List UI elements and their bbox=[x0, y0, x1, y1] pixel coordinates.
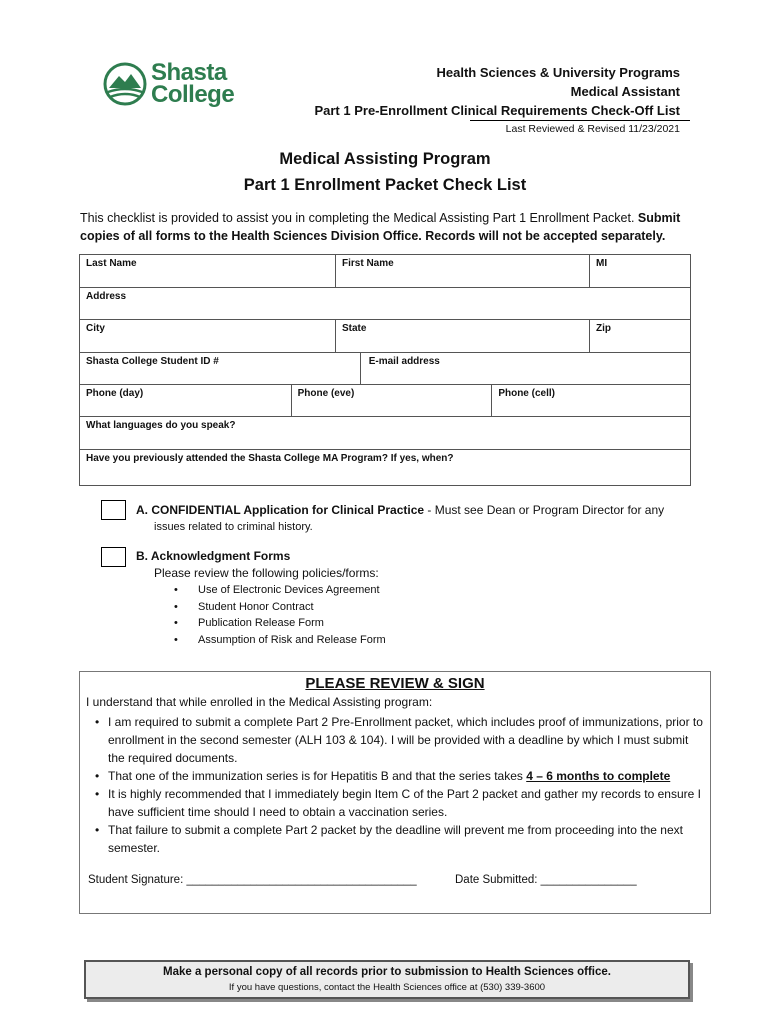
footer-notice bbox=[84, 960, 690, 999]
first-name-field[interactable]: First Name bbox=[336, 255, 590, 288]
acknowledgment-points bbox=[86, 713, 706, 857]
review-sign-intro: I understand that while enrolled in the Medical Assisting program: bbox=[86, 695, 433, 709]
mountain-logo-icon bbox=[103, 62, 147, 106]
shasta-college-logo bbox=[103, 59, 253, 110]
checkbox-item-b[interactable] bbox=[101, 547, 126, 567]
phone-cell-field[interactable]: Phone (cell) bbox=[492, 385, 691, 417]
item-a-line2: issues related to criminal history. bbox=[154, 521, 313, 533]
last-name-field[interactable]: Last Name bbox=[80, 255, 336, 288]
logo-text bbox=[151, 59, 235, 108]
header-program: Medical Assistant bbox=[570, 84, 680, 99]
hep-b-duration: 4 – 6 months to complete bbox=[526, 769, 671, 783]
acknowledgment-forms-list bbox=[174, 582, 386, 648]
phone-day-field[interactable]: Phone (day) bbox=[80, 385, 292, 417]
date-submitted-line[interactable]: Date Submitted: _______________ bbox=[455, 874, 637, 886]
footer-line-2: If you have questions, contact the Health Sciences office at (530) 339-3600 bbox=[228, 982, 546, 993]
list-item: • Publication Release Form bbox=[174, 615, 386, 632]
header-document-title: Part 1 Pre-Enrollment Clinical Requirements Check-Off List bbox=[314, 103, 680, 118]
city-field[interactable]: City bbox=[80, 320, 336, 353]
review-sign-title: PLEASE REVIEW & SIGN bbox=[305, 675, 485, 692]
mi-field[interactable]: MI bbox=[590, 255, 691, 288]
page-title: Medical Assisting Program bbox=[279, 150, 491, 168]
checklist-item-a bbox=[136, 502, 696, 536]
item-a-label: A. CONFIDENTIAL Application for Clinical Practice bbox=[136, 503, 425, 517]
list-item: • It is highly recommended that I immediately begin Item C of the Part 2 packet and gather my records to ensure I have sufficient time should I need to obtain a vaccination series. bbox=[86, 785, 706, 821]
review-sign-box bbox=[79, 671, 711, 914]
previous-attendance-field[interactable]: Have you previously attended the Shasta College MA Program? If yes, when? bbox=[80, 450, 691, 486]
languages-field[interactable]: What languages do you speak? bbox=[80, 417, 691, 450]
state-field[interactable]: State bbox=[336, 320, 590, 353]
intro-text: This checklist is provided to assist you in completing the Medical Assisting Part 1 Enrollment Packet. bbox=[80, 211, 638, 225]
logo-line-1: Shasta bbox=[151, 59, 227, 86]
item-a-note: - Must see Dean or Program Director for any bbox=[424, 503, 665, 517]
header-divider bbox=[470, 120, 690, 121]
student-contact-form bbox=[79, 352, 691, 385]
phone-eve-field[interactable]: Phone (eve) bbox=[291, 385, 492, 417]
intro-paragraph bbox=[80, 209, 692, 245]
list-item: • I am required to submit a complete Part 2 Pre-Enrollment packet, which includes proof of immunizations, prior to enrollment in the second semester (ALH 103 & 104). I will be provided with a deadline by which I must submit the required documents. bbox=[86, 713, 706, 767]
page-subtitle: Part 1 Enrollment Packet Check List bbox=[243, 176, 527, 194]
list-item: • That one of the immunization series is for Hepatitis B and that the series takes 4 – 6 months to complete bbox=[86, 767, 706, 785]
header-department: Health Sciences & University Programs bbox=[436, 65, 680, 80]
header-revised-date: Last Reviewed & Revised 11/23/2021 bbox=[505, 123, 680, 135]
zip-field[interactable]: Zip bbox=[590, 320, 691, 353]
student-signature-line[interactable]: Student Signature: ____________________________________ bbox=[88, 874, 417, 886]
item-b-subtext: Please review the following policies/forms: bbox=[154, 566, 379, 580]
email-field[interactable]: E-mail address bbox=[360, 353, 690, 385]
logo-line-2: College bbox=[151, 81, 235, 108]
footer-line-1: Make a personal copy of all records prior to submission to Health Sciences office. bbox=[163, 966, 611, 978]
list-item: • That failure to submit a complete Part 2 packet by the deadline will prevent me from proceeding into the next semester. bbox=[86, 821, 706, 857]
student-id-field[interactable]: Shasta College Student ID # bbox=[80, 353, 361, 385]
list-item: • Student Honor Contract bbox=[174, 599, 386, 616]
intro-bold-text: Submit copies of all forms to the Health Sciences Division Office. Records will not be accepted separately. bbox=[80, 211, 681, 243]
item-b-label: B. Acknowledgment Forms bbox=[136, 549, 291, 563]
list-item: • Use of Electronic Devices Agreement bbox=[174, 582, 386, 599]
phone-form bbox=[79, 384, 691, 486]
list-item: • Assumption of Risk and Release Form bbox=[174, 632, 386, 649]
checklist-item-b bbox=[136, 548, 696, 582]
student-info-form bbox=[79, 254, 691, 353]
address-field[interactable]: Address bbox=[80, 288, 691, 320]
checkbox-item-a[interactable] bbox=[101, 500, 126, 520]
